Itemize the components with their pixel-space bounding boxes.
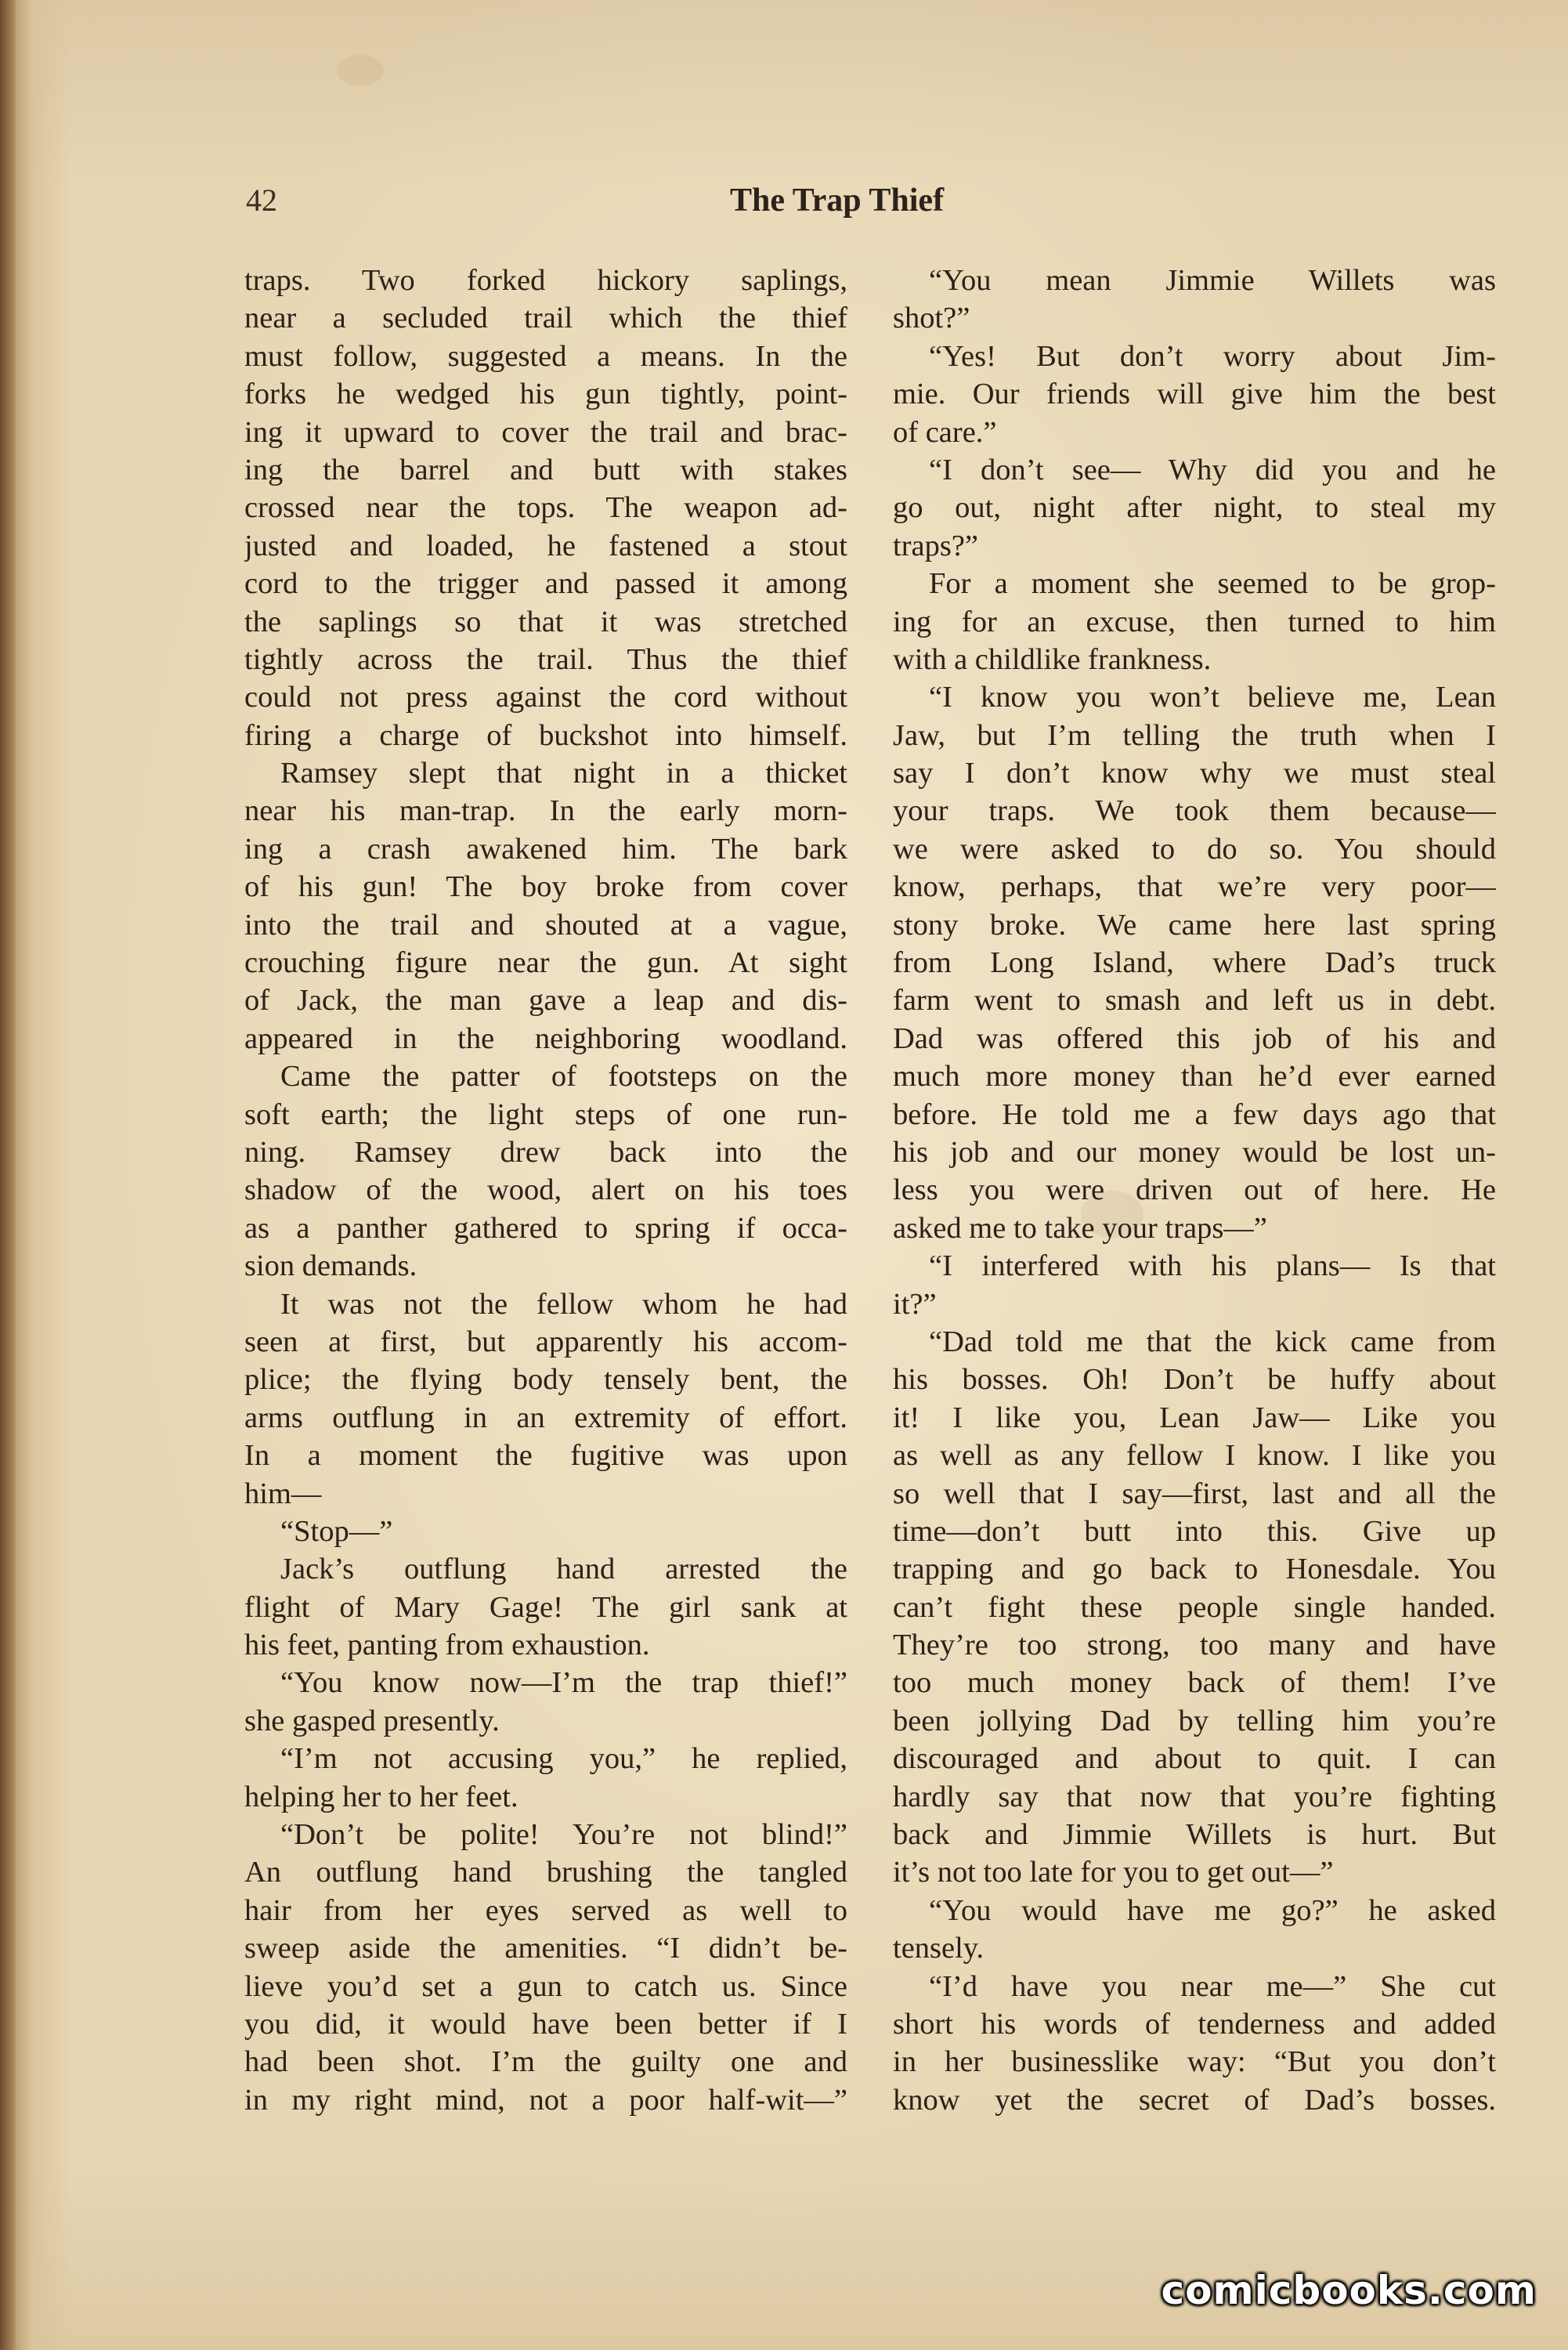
text-line: can’t fight these people single handed. [893,1590,1496,1624]
text-line: know yet the secret of Dad’s bosses. [893,2083,1496,2117]
text-line: his job and our money would be lost un- [893,1135,1496,1169]
text-line: helping her to her feet. [244,1780,518,1813]
text-line: know, perhaps, that we’re very poor— [893,870,1496,904]
text-line: of Jack, the man gave a leap and dis- [244,984,847,1018]
text-line: in her businesslike way: “But you don’t [893,2045,1496,2079]
text-line: could not press against the cord without [244,681,847,714]
text-line: in my right mind, not a poor half-wit—” [244,2083,847,2117]
text-line: mie. Our friends will give him the best [893,378,1496,411]
text-line: say I don’t know why we must steal [893,757,1496,790]
text-line: seen at first, but apparently his accom- [244,1325,847,1358]
text-line: sweep aside the amenities. “I didn’t be- [244,1932,847,1965]
text-line: plice; the flying body tensely bent, the [244,1363,847,1397]
text-line: trapping and go back to Honesdale. You [893,1553,1496,1586]
text-line: as a panther gathered to spring if occa- [244,1211,847,1245]
text-line: “Stop—” [280,1514,393,1548]
text-line: “Dad told me that the kick came from [929,1325,1496,1358]
text-line: hardly say that now that you’re fighting [893,1780,1496,1813]
text-line: of care.” [893,415,997,449]
text-line: ing it upward to cover the trail and brac- [244,415,847,449]
text-line: Ramsey slept that night in a thicket [280,757,847,790]
text-line: An outflung hand brushing the tangled [244,1856,847,1889]
text-line: so well that I say—first, last and all the [893,1477,1496,1510]
running-title: The Trap Thief [730,183,945,219]
text-line: firing a charge of buckshot into himself. [244,718,847,752]
text-line: sion demands. [244,1249,417,1283]
text-line: you did, it would have been better if I [244,2007,847,2041]
text-line: hair from her eyes served as well to [244,1893,847,1927]
text-line: his feet, panting from exhaustion. [244,1629,650,1662]
text-line: shot?” [893,302,970,335]
right-text-column [893,262,1496,2119]
text-line: “I know you won’t believe me, Lean [929,681,1496,714]
text-line: near his man-trap. In the early morn- [244,794,847,828]
text-line: “I don’t see— Why did you and he [929,453,1496,486]
text-line: time—don’t butt into this. Give up [893,1514,1496,1548]
text-line: crouching figure near the gun. At sight [244,946,847,980]
text-line: “You would have me go?” he asked [929,1893,1496,1927]
text-line: your traps. We took them because— [893,794,1496,828]
text-line: It was not the fellow whom he had [280,1287,847,1321]
text-line: “Yes! But don’t worry about Jim- [929,339,1496,373]
text-line: flight of Mary Gage! The girl sank at [244,1590,847,1624]
text-line: discouraged and about to quit. I can [893,1742,1496,1776]
text-line: had been shot. I’m the guilty one and [244,2045,847,2079]
text-line: too much money back of them! I’ve [893,1666,1496,1700]
text-line: traps. Two forked hickory saplings, [244,264,847,297]
text-line: from Long Island, where Dad’s truck [893,946,1496,980]
text-line: Jack’s outflung hand arrested the [280,1553,847,1586]
text-line: For a moment she seemed to be grop- [929,567,1496,601]
text-line: Jaw, but I’m telling the truth when I [893,718,1496,752]
page-number: 42 [246,183,277,218]
text-line: traps?” [893,529,979,562]
text-line: it?” [893,1287,937,1321]
text-line: as well as any fellow I know. I like you [893,1439,1496,1473]
text-line: They’re too strong, too many and have [893,1629,1496,1662]
page-spine-shadow [0,0,17,2350]
text-line: cord to the trigger and passed it among [244,567,847,601]
text-line: soft earth; the light steps of one run- [244,1097,847,1131]
text-line: it’s not too late for you to get out—” [893,1856,1334,1889]
text-line: “I’d have you near me—” She cut [929,1969,1496,2003]
text-line: much more money than he’d ever earned [893,1060,1496,1094]
text-line: farm went to smash and left us in debt. [893,984,1496,1018]
text-line: she gasped presently. [244,1704,500,1737]
text-line: crossed near the tops. The weapon ad- [244,491,847,525]
paper-stain [337,55,384,86]
left-text-column [244,262,847,2119]
text-line: tightly across the trail. Thus the thief [244,642,847,676]
text-line: back and Jimmie Willets is hurt. But [893,1818,1496,1852]
text-line: near a secluded trail which the thief [244,302,847,335]
text-line: less you were driven out of here. He [893,1173,1496,1207]
text-line: arms outflung in an extremity of effort. [244,1401,847,1434]
text-line: it! I like you, Lean Jaw— Like you [893,1401,1496,1434]
text-line: into the trail and shouted at a vague, [244,908,847,942]
text-line: forks he wedged his gun tightly, point- [244,378,847,411]
text-line: him— [244,1477,322,1510]
text-line: with a childlike frankness. [893,642,1212,676]
text-line: appeared in the neighboring woodland. [244,1021,847,1055]
text-line: must follow, suggested a means. In the [244,339,847,373]
text-line: the saplings so that it was stretched [244,605,847,638]
text-line: “You mean Jimmie Willets was [929,264,1496,297]
text-line: ning. Ramsey drew back into the [244,1135,847,1169]
text-line: shadow of the wood, alert on his toes [244,1173,847,1207]
text-line: Came the patter of footsteps on the [280,1060,847,1094]
text-line: tensely. [893,1932,985,1965]
site-watermark: comicbooks.com [1161,2268,1537,2313]
text-line: before. He told me a few days ago that [893,1097,1496,1131]
text-line: we were asked to do so. You should [893,832,1496,866]
text-line: been jollying Dad by telling him you’re [893,1704,1496,1737]
text-line: lieve you’d set a gun to catch us. Since [244,1969,847,2003]
text-line: ing for an excuse, then turned to him [893,605,1496,638]
text-line: his bosses. Oh! Don’t be huffy about [893,1363,1496,1397]
text-line: go out, night after night, to steal my [893,491,1496,525]
text-line: of his gun! The boy broke from cover [244,870,847,904]
text-line: In a moment the fugitive was upon [244,1439,847,1473]
text-line: stony broke. We came here last spring [893,908,1496,942]
text-line: “You know now—I’m the trap thief!” [280,1666,847,1700]
text-line: “Don’t be polite! You’re not blind!” [280,1818,847,1852]
text-line: justed and loaded, he fastened a stout [244,529,847,562]
page-header [246,182,1499,237]
text-line: short his words of tenderness and added [893,2007,1496,2041]
text-line: “I interfered with his plans— Is that [929,1249,1496,1283]
text-line: ing a crash awakened him. The bark [244,832,847,866]
text-line: asked me to take your traps—” [893,1211,1267,1245]
text-line: “I’m not accusing you,” he replied, [280,1742,847,1776]
text-line: ing the barrel and butt with stakes [244,453,847,486]
text-line: Dad was offered this job of his and [893,1021,1496,1055]
